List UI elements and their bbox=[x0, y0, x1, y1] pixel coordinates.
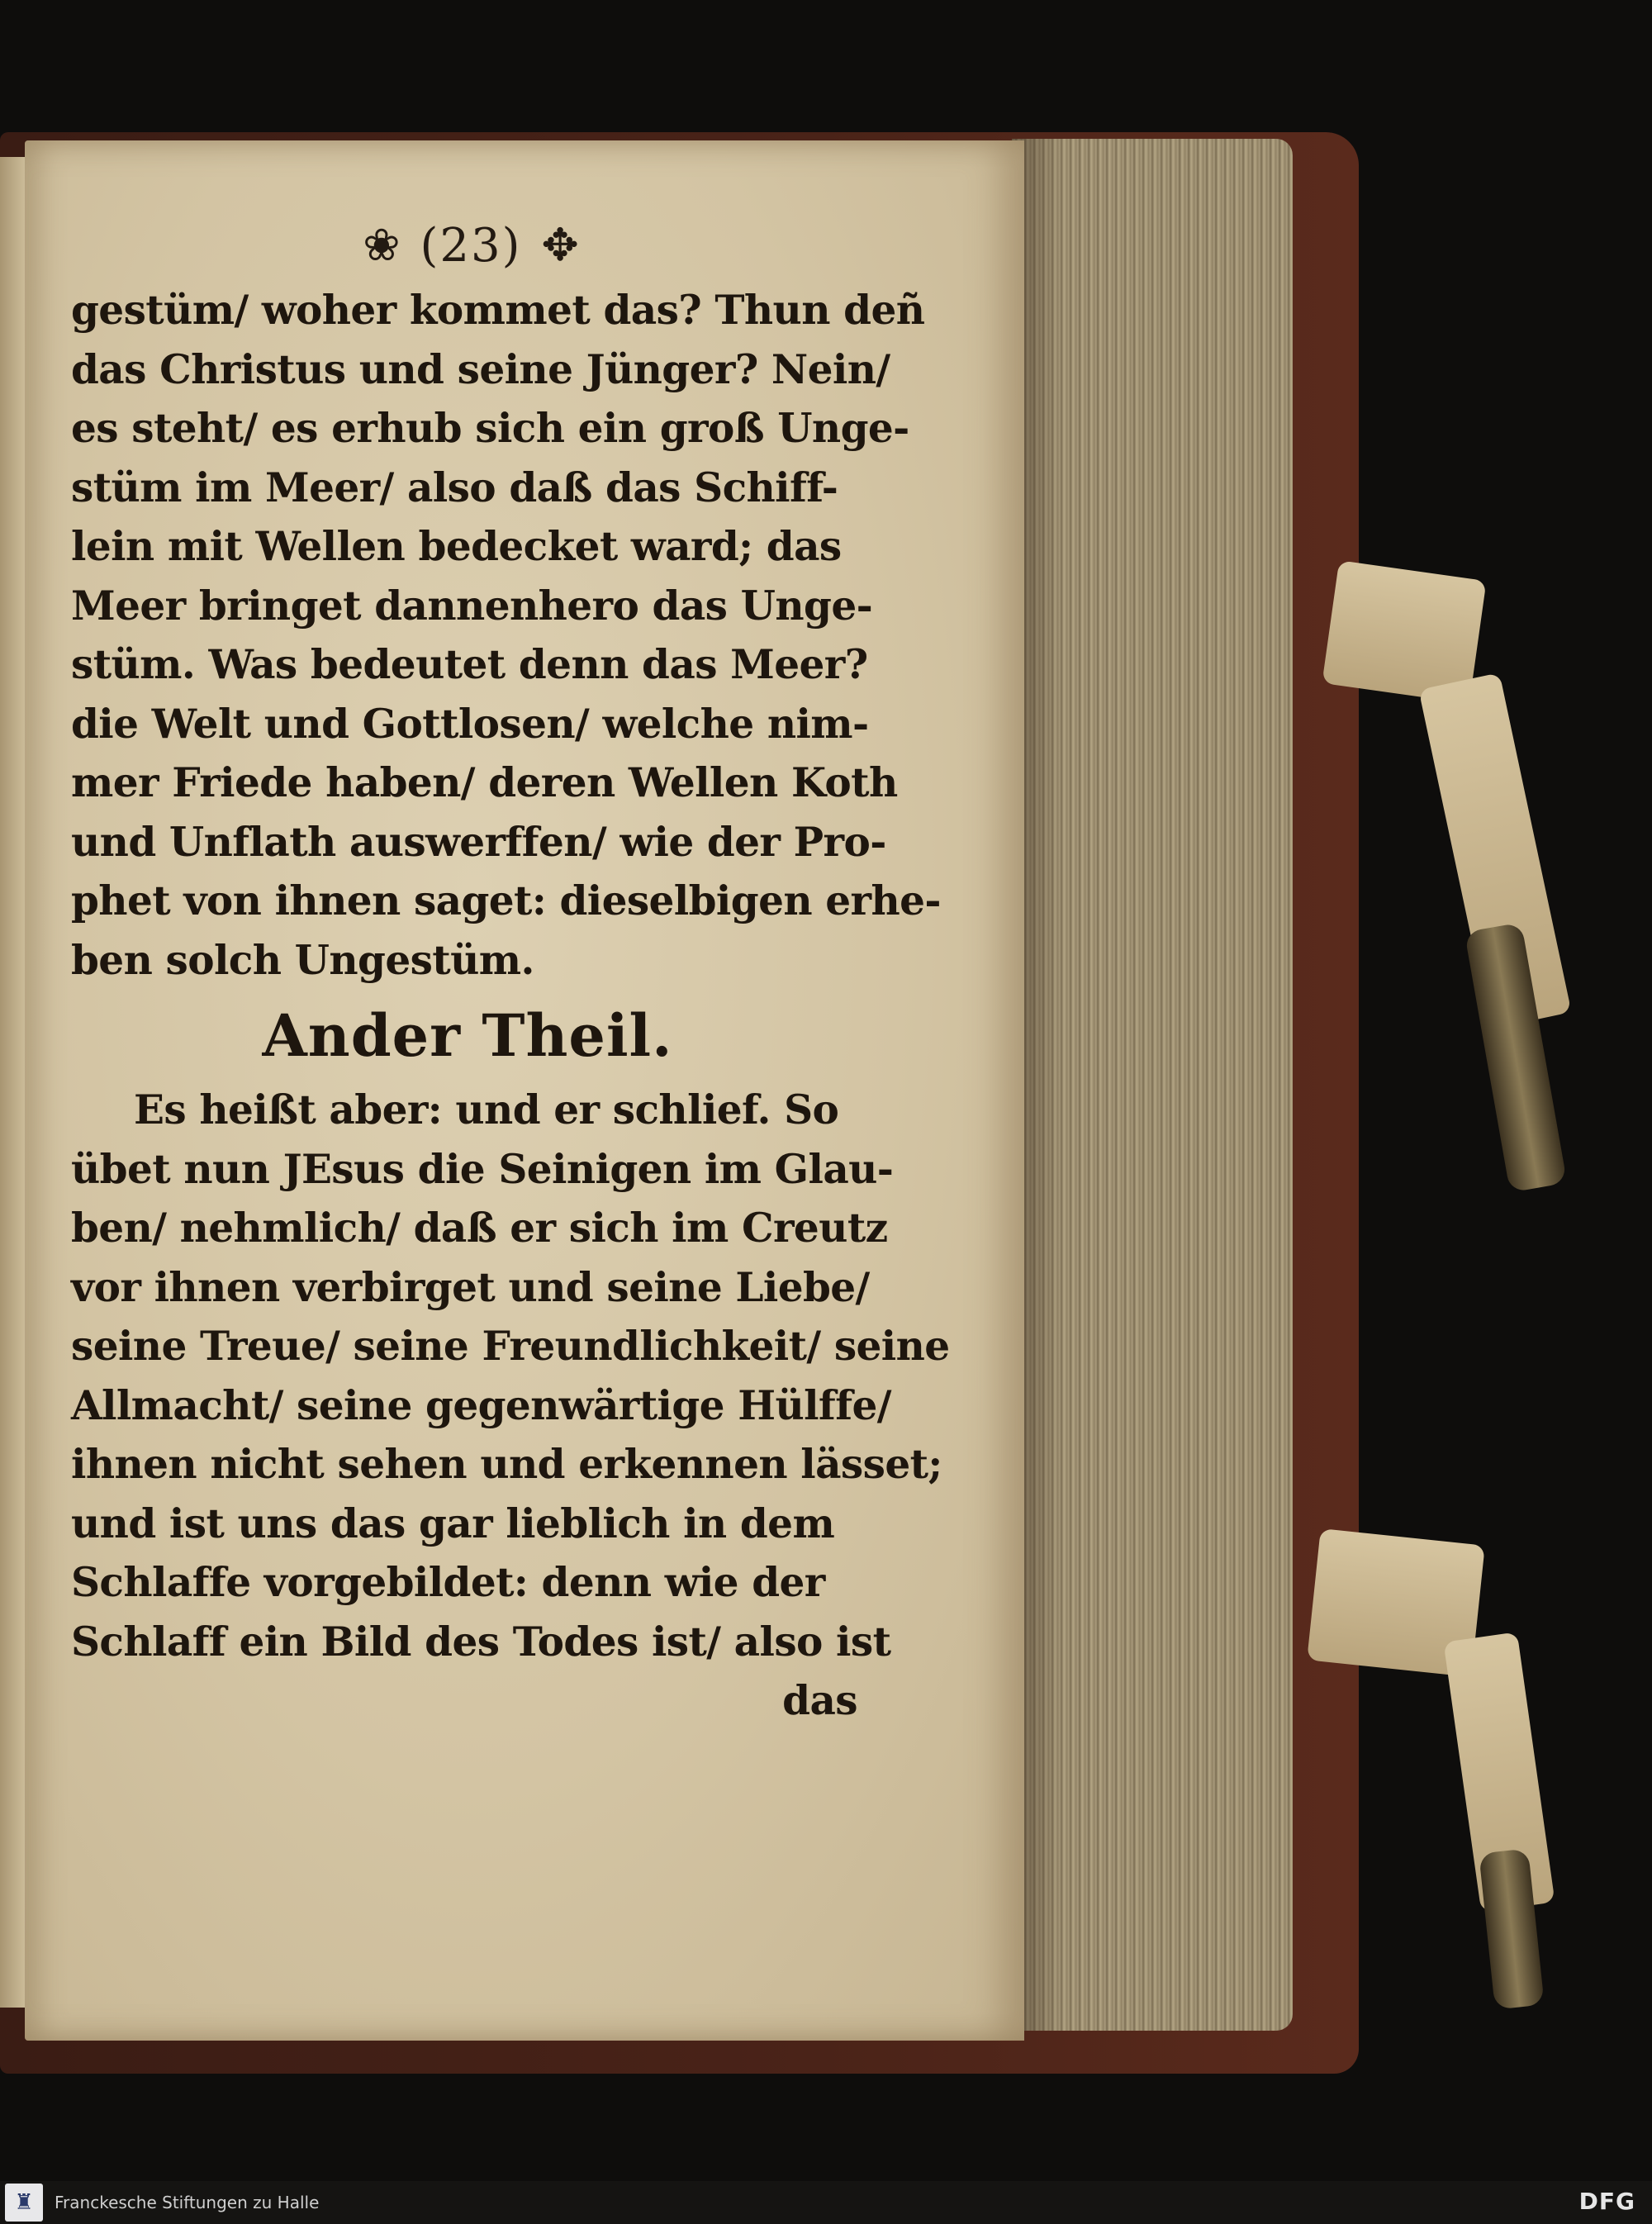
text-line: mer Friede haben/ deren Wellen Koth bbox=[71, 759, 898, 806]
text-line: seine Treue/ seine Freundlichkeit/ seine bbox=[71, 1323, 950, 1370]
text-line: ben solch Ungestüm. bbox=[71, 936, 534, 984]
viewer-footer bbox=[0, 2181, 1652, 2224]
text-line: die Welt und Gottlosen/ welche nim- bbox=[71, 700, 869, 748]
text-column bbox=[71, 281, 950, 1731]
page-number: (23) bbox=[420, 218, 522, 273]
institution-logo-icon: ♜ bbox=[5, 2184, 43, 2222]
text-line: das Christus und seine Jünger? Nein/ bbox=[71, 345, 890, 393]
text-line: ben/ nehmlich/ daß er sich im Creutz bbox=[71, 1205, 888, 1252]
text-line: lein mit Wellen bedecket ward; das bbox=[71, 523, 842, 570]
text-line: phet von ihnen saget: dieselbigen erhe- bbox=[71, 877, 941, 924]
text-line: Allmacht/ seine gegenwärtige Hülffe/ bbox=[71, 1381, 891, 1429]
text-line: stüm im Meer/ also daß das Schiff- bbox=[71, 463, 838, 511]
text-line: gestüm/ woher kommet das? Thun deñ bbox=[71, 287, 925, 334]
ornament-right-icon: ✥ bbox=[541, 219, 579, 271]
text-line: übet nun JEsus die Seinigen im Glau- bbox=[71, 1145, 894, 1193]
text-line: und ist uns das gar lieblich in dem bbox=[71, 1499, 835, 1547]
section-heading: Ander Theil. bbox=[262, 1001, 673, 1070]
text-line: stüm. Was bedeutet denn das Meer? bbox=[71, 641, 868, 688]
ornament-left-icon: ❀ bbox=[363, 219, 401, 271]
text-line: Es heißt aber: und er schlief. So bbox=[134, 1086, 839, 1133]
page-header bbox=[347, 216, 595, 274]
institution-name[interactable]: Franckesche Stiftungen zu Halle bbox=[55, 2193, 320, 2212]
text-line: und Unflath auswerffen/ wie der Pro- bbox=[71, 818, 886, 866]
text-line: Meer bringet dannenhero das Unge- bbox=[71, 582, 873, 630]
text-line: ihnen nicht sehen und erkennen lässet; bbox=[71, 1441, 942, 1488]
dfg-logo: DFG bbox=[1578, 2188, 1635, 2215]
text-line: Schlaffe vorgebildet: denn wie der bbox=[71, 1559, 825, 1606]
catchword: das bbox=[782, 1677, 857, 1724]
text-line: Schlaff ein Bild des Todes ist/ also ist bbox=[71, 1618, 891, 1666]
text-line: es steht/ es erhub sich ein groß Unge- bbox=[71, 405, 909, 452]
text-line: vor ihnen verbirget und seine Liebe/ bbox=[71, 1263, 870, 1311]
